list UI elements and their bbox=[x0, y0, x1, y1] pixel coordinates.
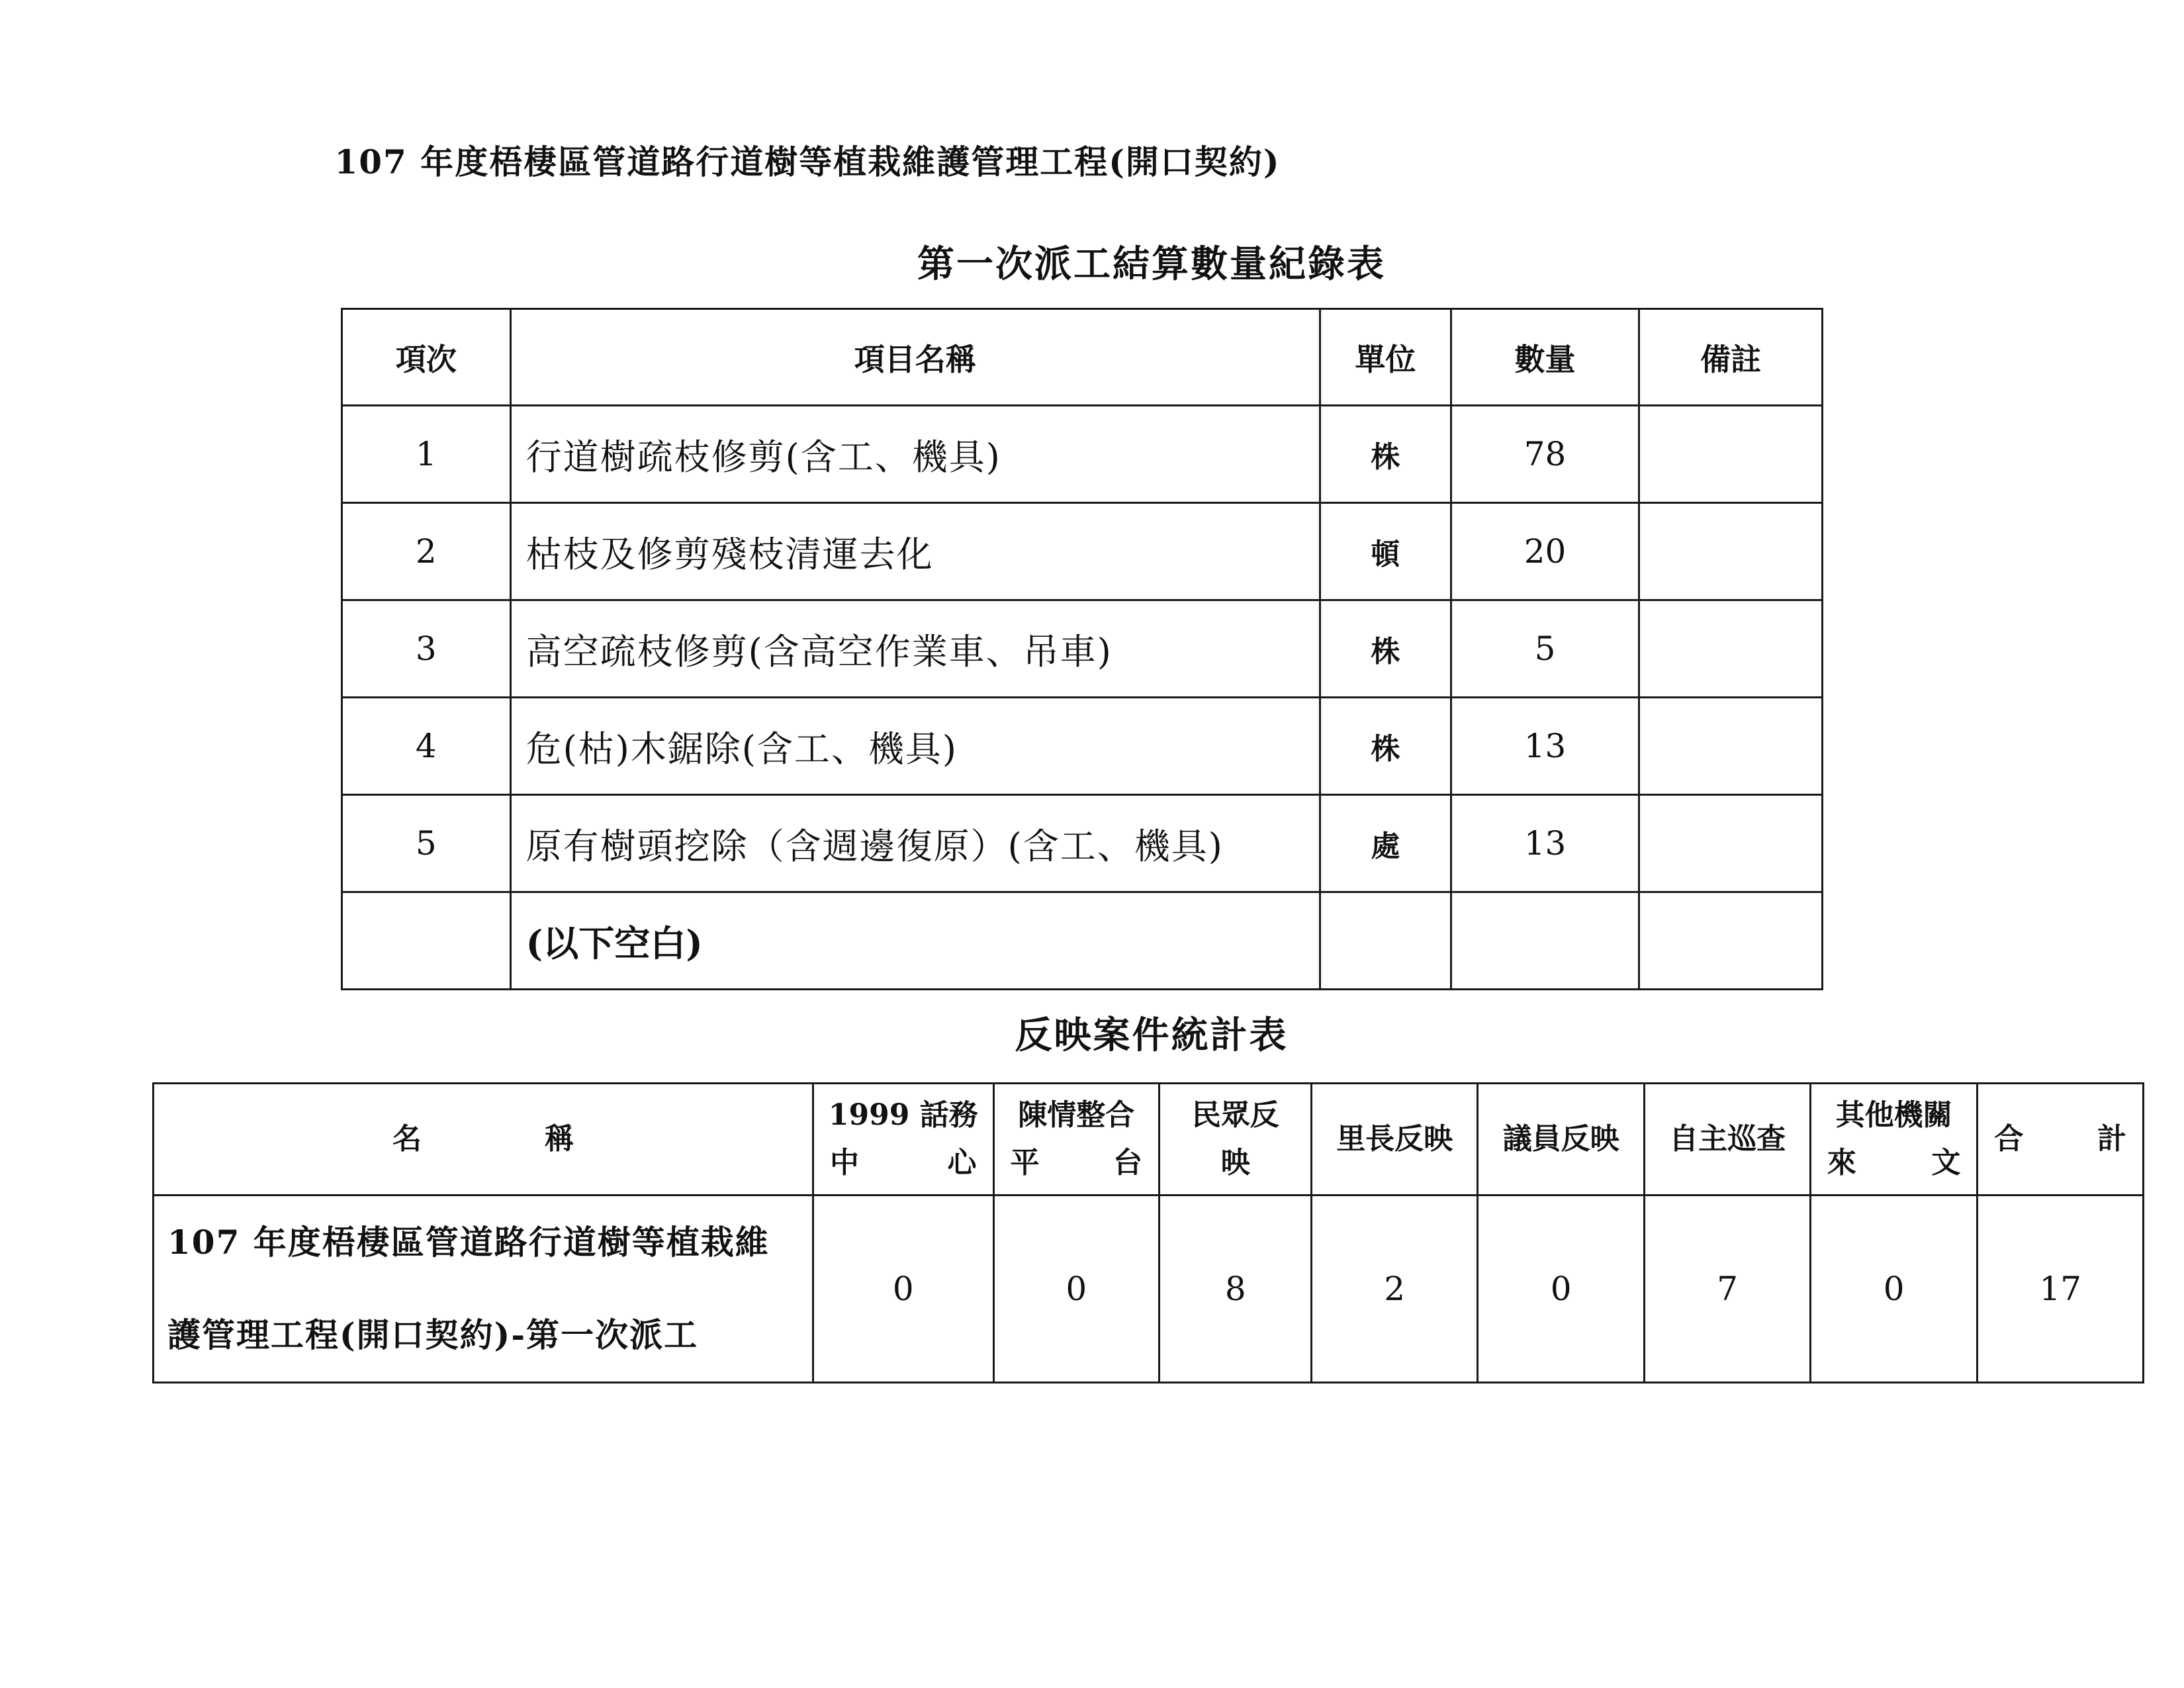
item-remarks bbox=[1639, 406, 1823, 503]
count-public-report: 8 bbox=[1160, 1196, 1312, 1383]
item-name: 高空疏枝修剪(含高空作業車、吊車) bbox=[510, 600, 1320, 698]
item-quantity: 13 bbox=[1451, 795, 1639, 892]
case-statistics-table bbox=[152, 1082, 2144, 1383]
col-header-item-name: 項目名稱 bbox=[510, 309, 1320, 406]
item-unit: 處 bbox=[1320, 795, 1451, 892]
table-row bbox=[342, 892, 1823, 990]
item-name: 原有樹頭挖除（含週邊復原）(含工、機具) bbox=[510, 795, 1320, 892]
work-settlement-table bbox=[341, 308, 1823, 990]
blank-below-note: (以下空白) bbox=[510, 892, 1320, 990]
stats-row-name: 107 年度梧棲區管道路行道樹等植栽維 護管理工程(開口契約)-第一次派工 bbox=[154, 1196, 813, 1383]
count-1999-center: 0 bbox=[813, 1196, 993, 1383]
item-unit: 頓 bbox=[1320, 503, 1451, 600]
item-remarks bbox=[1639, 600, 1823, 698]
item-no: 5 bbox=[342, 795, 511, 892]
count-other-agencies: 0 bbox=[1810, 1196, 1978, 1383]
item-unit bbox=[1320, 892, 1451, 990]
col-header-councilor: 議員反映 bbox=[1477, 1084, 1645, 1196]
col-header-item-no: 項次 bbox=[342, 309, 511, 406]
record-title: 第一次派工結算數量紀錄表 bbox=[917, 242, 1386, 286]
col-header-total: 合 計 bbox=[1978, 1084, 2144, 1196]
stats-header-row bbox=[154, 1084, 2144, 1196]
count-total: 17 bbox=[1978, 1196, 2144, 1383]
table-row bbox=[342, 600, 1823, 698]
item-quantity: 78 bbox=[1451, 406, 1639, 503]
item-quantity bbox=[1451, 892, 1639, 990]
item-unit: 株 bbox=[1320, 600, 1451, 698]
item-unit: 株 bbox=[1320, 698, 1451, 795]
item-remarks bbox=[1639, 503, 1823, 600]
count-village-chief: 2 bbox=[1312, 1196, 1477, 1383]
item-remarks bbox=[1639, 892, 1823, 990]
item-no: 4 bbox=[342, 698, 511, 795]
item-no bbox=[342, 892, 511, 990]
item-no: 1 bbox=[342, 406, 511, 503]
col-header-petition-platform: 陳情整合 平 台 bbox=[993, 1084, 1159, 1196]
col-header-name: 名 稱 bbox=[154, 1084, 813, 1196]
col-header-self-patrol: 自主巡查 bbox=[1645, 1084, 1810, 1196]
item-name: 危(枯)木鋸除(含工、機具) bbox=[510, 698, 1320, 795]
item-no: 2 bbox=[342, 503, 511, 600]
item-quantity: 5 bbox=[1451, 600, 1639, 698]
item-name: 行道樹疏枝修剪(含工、機具) bbox=[510, 406, 1320, 503]
col-header-unit: 單位 bbox=[1320, 309, 1451, 406]
col-header-other-agencies: 其他機關 來 文 bbox=[1810, 1084, 1978, 1196]
item-remarks bbox=[1639, 795, 1823, 892]
stats-data-row bbox=[154, 1196, 2144, 1383]
col-header-quantity: 數量 bbox=[1451, 309, 1639, 406]
item-remarks bbox=[1639, 698, 1823, 795]
col-header-remarks: 備註 bbox=[1639, 309, 1823, 406]
item-quantity: 20 bbox=[1451, 503, 1639, 600]
table-row bbox=[342, 698, 1823, 795]
table-header-row bbox=[342, 309, 1823, 406]
count-councilor: 0 bbox=[1477, 1196, 1645, 1383]
table-row bbox=[342, 406, 1823, 503]
table-row bbox=[342, 795, 1823, 892]
table-row bbox=[342, 503, 1823, 600]
count-self-patrol: 7 bbox=[1645, 1196, 1810, 1383]
col-header-1999-center: 1999 話務 中 心 bbox=[813, 1084, 993, 1196]
item-quantity: 13 bbox=[1451, 698, 1639, 795]
item-no: 3 bbox=[342, 600, 511, 698]
stats-title: 反映案件統計表 bbox=[1015, 1013, 1289, 1057]
project-title: 107 年度梧棲區管道路行道樹等植栽維護管理工程(開口契約) bbox=[334, 142, 1281, 181]
item-unit: 株 bbox=[1320, 406, 1451, 503]
count-petition-platform: 0 bbox=[993, 1196, 1159, 1383]
item-name: 枯枝及修剪殘枝清運去化 bbox=[510, 503, 1320, 600]
col-header-public-report: 民眾反 映 bbox=[1160, 1084, 1312, 1196]
col-header-village-chief: 里長反映 bbox=[1312, 1084, 1477, 1196]
